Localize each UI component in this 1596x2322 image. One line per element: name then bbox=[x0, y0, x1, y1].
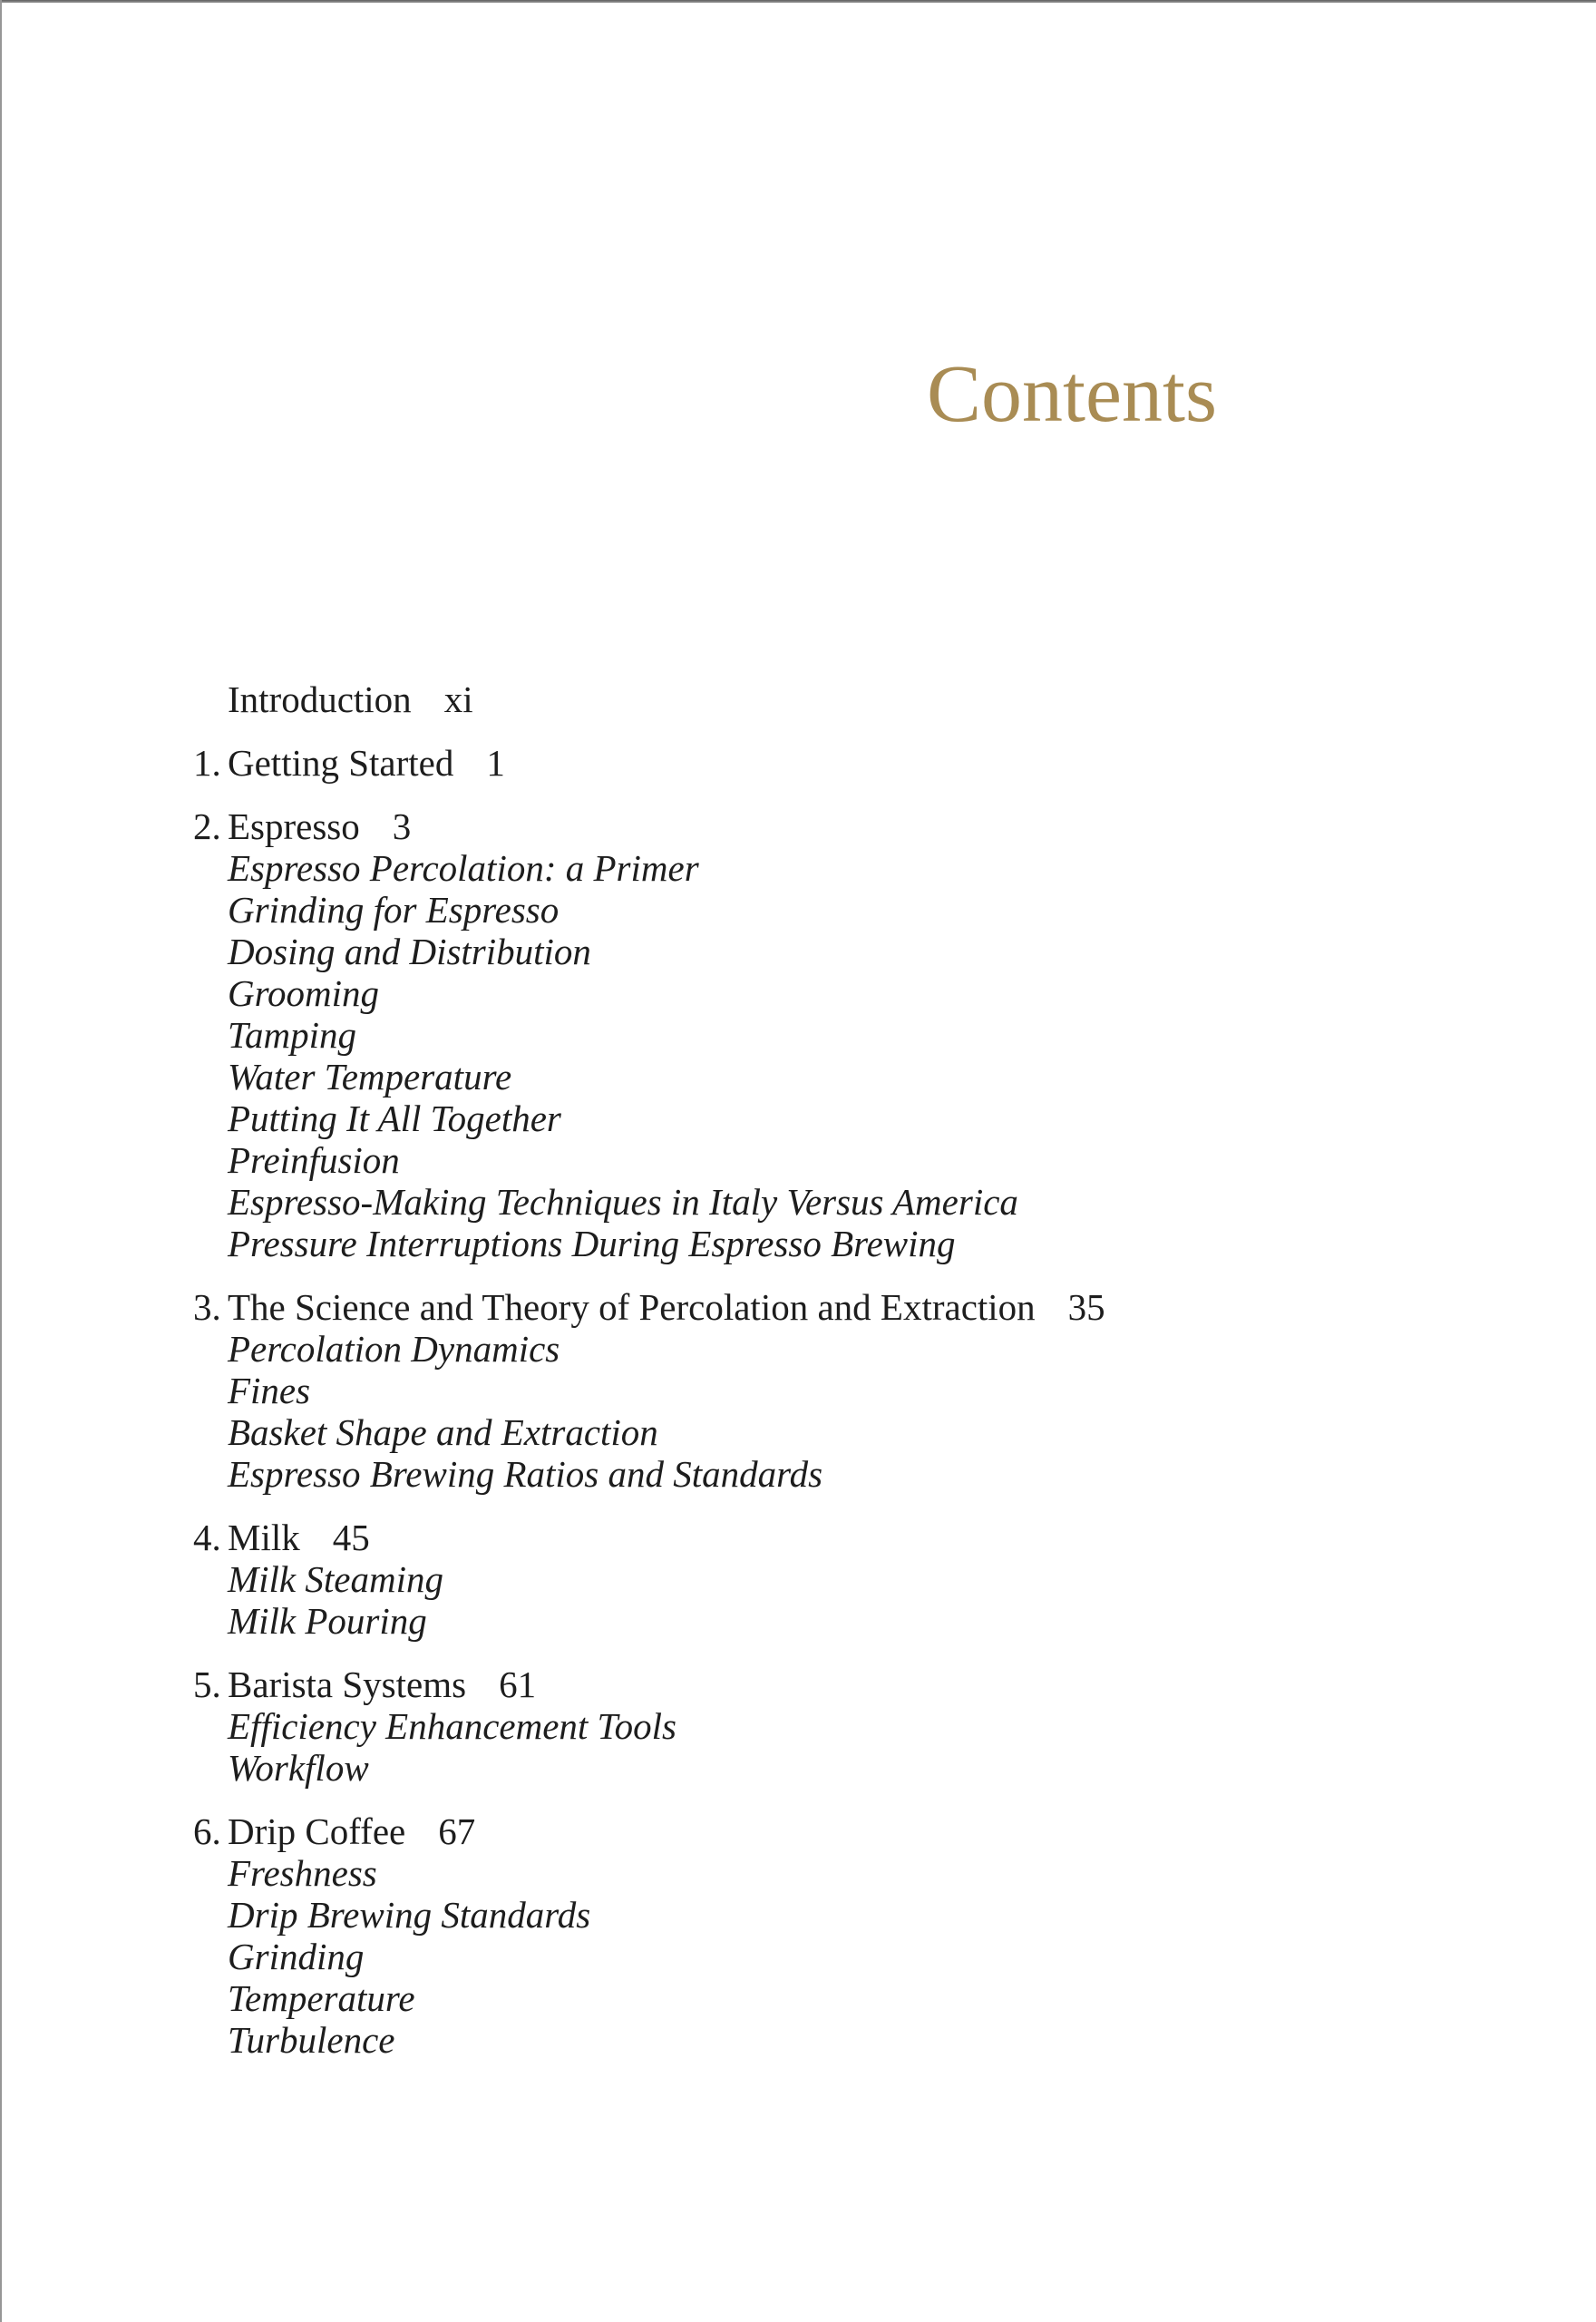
toc-subsection: Espresso-Making Techniques in Italy Versus America bbox=[228, 1181, 1018, 1223]
toc-subsection: Espresso Percolation: a Primer bbox=[228, 847, 699, 889]
front-matter-page-number: xi bbox=[443, 678, 473, 720]
toc-subsection: Espresso Brewing Ratios and Standards bbox=[228, 1453, 823, 1495]
chapter-number: 3. bbox=[193, 1286, 221, 1328]
chapter-page-number: 45 bbox=[332, 1517, 370, 1558]
chapter-page-number: 67 bbox=[438, 1810, 476, 1852]
page-title: Contents bbox=[927, 349, 1218, 439]
toc-subsection: Workflow bbox=[228, 1747, 369, 1789]
table-of-contents bbox=[193, 678, 1354, 2061]
chapter-title: Espresso bbox=[228, 805, 360, 847]
chapter-page-number: 1 bbox=[486, 742, 505, 784]
chapter-title: Getting Started bbox=[228, 742, 454, 784]
toc-subsection: Percolation Dynamics bbox=[228, 1328, 560, 1370]
chapter-page-number: 61 bbox=[499, 1663, 537, 1705]
toc-chapter-line bbox=[193, 1286, 1354, 1328]
chapter-number: 4. bbox=[193, 1517, 221, 1558]
toc-subsection: Water Temperature bbox=[228, 1056, 512, 1098]
toc-chapter bbox=[193, 1286, 1354, 1495]
toc-chapter-list bbox=[193, 742, 1354, 2061]
chapter-number: 2. bbox=[193, 805, 221, 847]
chapter-title: The Science and Theory of Percolation and Extraction bbox=[228, 1286, 1036, 1328]
toc-subsection: Dosing and Distribution bbox=[228, 931, 591, 972]
page-left-edge-line bbox=[0, 0, 2, 2322]
chapter-title: Drip Coffee bbox=[228, 1810, 406, 1852]
toc-chapter bbox=[193, 1663, 1354, 1789]
toc-subsection: Grinding bbox=[228, 1936, 365, 1977]
toc-subsection-list bbox=[193, 1705, 1354, 1789]
toc-chapter-line bbox=[193, 1663, 1354, 1705]
toc-chapter-line bbox=[193, 1810, 1354, 1852]
toc-front-matter-entry bbox=[193, 678, 1354, 720]
toc-subsection-list bbox=[193, 1852, 1354, 2061]
toc-subsection: Grinding for Espresso bbox=[228, 889, 560, 931]
toc-subsection: Grooming bbox=[228, 972, 380, 1014]
chapter-page-number: 3 bbox=[392, 805, 412, 847]
toc-subsection: Milk Steaming bbox=[228, 1558, 443, 1600]
toc-subsection: Basket Shape and Extraction bbox=[228, 1411, 658, 1453]
toc-chapter bbox=[193, 1517, 1354, 1642]
toc-subsection: Fines bbox=[228, 1370, 311, 1411]
toc-chapter-line bbox=[193, 1517, 1354, 1558]
toc-subsection: Putting It All Together bbox=[228, 1098, 561, 1139]
chapter-title: Barista Systems bbox=[228, 1663, 467, 1705]
toc-chapter bbox=[193, 805, 1354, 1264]
toc-chapter bbox=[193, 742, 1354, 784]
toc-subsection: Turbulence bbox=[228, 2019, 395, 2061]
toc-chapter bbox=[193, 1810, 1354, 2061]
chapter-number: 1. bbox=[193, 742, 221, 784]
front-matter-label: Introduction bbox=[228, 678, 412, 720]
toc-subsection-list bbox=[193, 1328, 1354, 1495]
toc-subsection-list bbox=[193, 1558, 1354, 1642]
toc-subsection: Freshness bbox=[228, 1852, 377, 1894]
chapter-number: 6. bbox=[193, 1810, 221, 1852]
chapter-number: 5. bbox=[193, 1663, 221, 1705]
toc-subsection: Temperature bbox=[228, 1977, 415, 2019]
toc-chapter-line bbox=[193, 805, 1354, 847]
toc-subsection: Preinfusion bbox=[228, 1139, 400, 1181]
toc-chapter-line bbox=[193, 742, 1354, 784]
page-top-edge-line bbox=[0, 0, 1596, 3]
toc-subsection: Drip Brewing Standards bbox=[228, 1894, 591, 1936]
toc-subsection: Efficiency Enhancement Tools bbox=[228, 1705, 676, 1747]
toc-subsection: Tamping bbox=[228, 1014, 357, 1056]
chapter-title: Milk bbox=[228, 1517, 300, 1558]
chapter-page-number: 35 bbox=[1067, 1286, 1105, 1328]
toc-subsection: Milk Pouring bbox=[228, 1600, 427, 1642]
toc-subsection: Pressure Interruptions During Espresso Brewing bbox=[228, 1223, 956, 1264]
toc-subsection-list bbox=[193, 847, 1354, 1264]
